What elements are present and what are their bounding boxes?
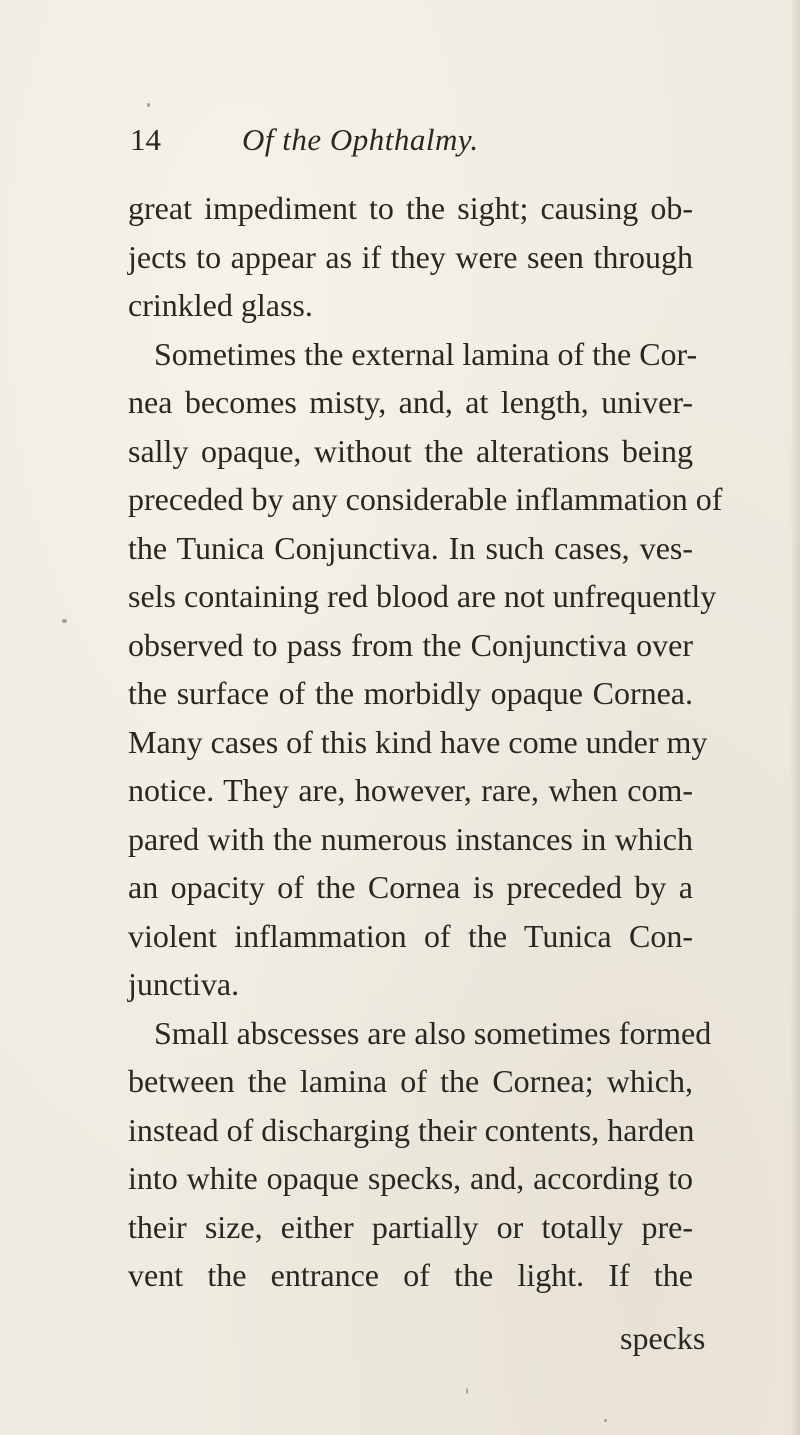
catchword: specks	[620, 1320, 706, 1356]
text-line: Many cases of this kind have come under my	[128, 723, 708, 760]
text-line: Sometimes the external lamina of the Cor-	[154, 335, 698, 372]
page-number: 14	[130, 122, 161, 157]
text-line: observed to pass from the Conjunctiva over	[128, 626, 693, 663]
text-line: nea becomes misty, and, at length, univer-	[128, 384, 693, 420]
text-line: pared with the numerous instances in which	[128, 820, 693, 857]
running-title: Of the Ophthalmy.	[242, 122, 479, 157]
text-line: notice. They are, however, rare, when com-	[128, 772, 693, 808]
text-line: Small abscesses are also sometimes formed	[154, 1014, 712, 1051]
page-header	[130, 122, 690, 172]
text-line: violent inflammation of the Tunica Con-	[128, 917, 693, 954]
text-line: between the lamina of the Cornea; which,	[128, 1063, 693, 1099]
text-line: the Tunica Conjunctiva. In such cases, ves-	[128, 529, 693, 566]
text-line: junctiva.	[128, 966, 240, 1002]
paper-speck	[466, 1388, 468, 1394]
text-line: vent the entrance of the light. If the	[128, 1257, 693, 1293]
text-line: jects to appear as if they were seen through	[128, 238, 693, 275]
text-line: crinkled glass.	[128, 287, 313, 323]
text-line: instead of discharging their contents, harden	[128, 1111, 695, 1148]
text-line: their size, either partially or totally pre-	[128, 1208, 693, 1245]
text-line: great impediment to the sight; causing ob-	[128, 190, 693, 226]
text-line: sels containing red blood are not unfrequently	[128, 578, 717, 614]
paper-speck	[604, 1419, 607, 1422]
page-edge-shadow	[790, 0, 800, 1435]
paper-speck	[147, 103, 150, 107]
paper-speck	[62, 619, 67, 623]
text-line: the surface of the morbidly opaque Cornea.	[128, 675, 693, 711]
text-line: preceded by any considerable inflammation of	[128, 481, 723, 517]
text-line: sally opaque, without the alterations being	[128, 432, 693, 469]
body-text	[128, 184, 723, 1300]
text-line: an opacity of the Cornea is preceded by a	[128, 869, 693, 905]
text-line: into white opaque specks, and, according to	[128, 1160, 693, 1196]
